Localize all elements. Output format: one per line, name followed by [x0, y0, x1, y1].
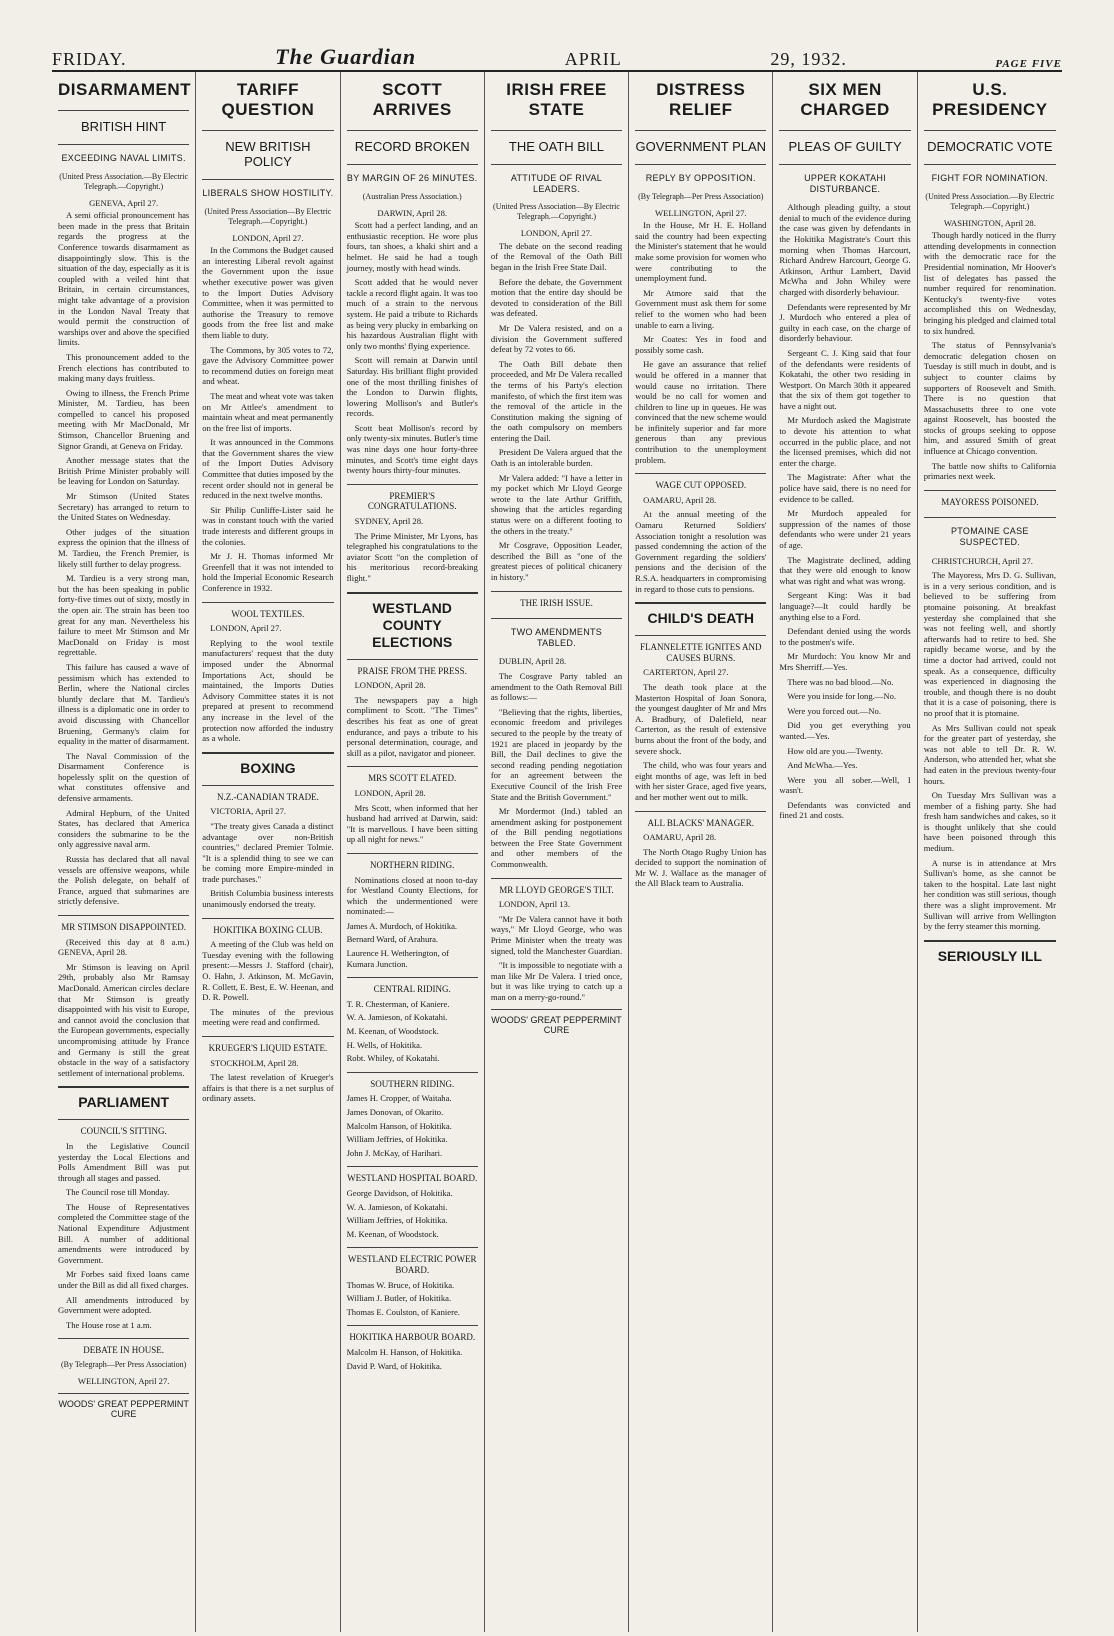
name-entry: William J. Butler, of Hokitika.: [346, 1293, 452, 1304]
paragraph: Before the debate, the Government motion that the entire day should be devoted to consideration of the Bill was defeated.: [490, 276, 623, 319]
headline: SERIOUSLY ILL: [924, 940, 1056, 965]
paragraph: Defendants was convicted and fined 21 and costs.: [779, 799, 911, 821]
paragraph: Sergeant C. J. King said that four of the defendants were residents of Kokatahi, the other two residing in Westport. On March 30th it appeared that the six of them got together to have a night out.: [779, 347, 911, 411]
paragraph: The latest revelation of Krueger's affairs is that there is a net surplus of ordinary assets.: [202, 1072, 334, 1104]
headline: BOXING: [202, 752, 333, 777]
subheading: WESTLAND HOSPITAL BOARD.: [347, 1166, 478, 1184]
paragraph: At the annual meeting of the Oamaru Returned Soldiers' Association tonight a resolution was passed condemning the action of the Government regarding the soldiers' pensions and the decision of the R.S.A. headquarters in compromising in regard to those cuts to pensions.: [635, 509, 767, 594]
press-credit: (United Press Association.—By Electric Telegraph.—Copyright.): [59, 171, 189, 191]
deck: ATTITUDE OF RIVAL LEADERS.: [491, 164, 622, 194]
article-column: [773, 72, 917, 1632]
paragraph: Mr Cosgrave, Opposition Leader, described the Bill as "one of the greatest pieces of political chicanery in history.": [490, 540, 623, 582]
headline: TARIFF QUESTION: [221, 80, 315, 119]
paragraph: OAMARU, April 28.: [643, 494, 717, 505]
name-entry: James Donovan, of Okarito.: [346, 1107, 444, 1117]
name-entry: Laurence H. Wetherington, of Kumara Junction.: [346, 948, 450, 969]
name-entry: John J. McKay, of Harihari.: [346, 1147, 443, 1158]
deck: TWO AMENDMENTS TABLED.: [491, 618, 622, 648]
subheading: THE IRISH ISSUE.: [491, 591, 622, 609]
paragraph: LONDON, April 28.: [354, 680, 426, 691]
name-entry: Bernard Ward, of Arahura.: [346, 934, 439, 945]
subheading: MRS SCOTT ELATED.: [347, 766, 478, 784]
masthead-paper-title: The Guardian: [275, 44, 417, 69]
paragraph: Defendant denied using the words to the postmen's wife.: [779, 626, 911, 647]
paragraph: SYDNEY, April 28.: [354, 516, 424, 527]
name-entry: James H. Cropper, of Waitaha.: [346, 1093, 452, 1104]
name-entry: Thomas W. Bruce, of Hokitika.: [346, 1279, 455, 1290]
masthead: [52, 40, 1062, 72]
paragraph: Nominations closed at noon to-day for Westland County Elections, for which the undermentioned were nominated:—: [346, 874, 478, 917]
names-block: [347, 921, 478, 969]
paragraph: The child, who was four years and eight months of age, was left in bed with her sister Grace, aged five years, and her mother went out to milk.: [635, 760, 767, 802]
paragraphs-block: [202, 623, 333, 744]
paragraph: The battle now shifts to California primaries next week.: [923, 460, 1056, 482]
subheading: WESTLAND ELECTRIC POWER BOARD.: [347, 1247, 478, 1275]
paragraph: Mr Murdoch: You know Mr and Mrs Sherriff.—Yes.: [779, 651, 911, 672]
dateline: WELLINGTON, April 27.: [655, 207, 747, 218]
paragraphs-block: [779, 202, 910, 821]
paragraph: Mr Murdoch asked the Magistrate to devote his attention to what occurred in the public place, and not the licensed premises, which did not enter the charge.: [779, 415, 911, 468]
paragraph: The Council rose till Monday.: [66, 1187, 170, 1198]
paragraphs-block: [202, 806, 333, 909]
subheading: PLEAS OF GUILTY: [779, 130, 910, 154]
paragraph: Mr J. H. Thomas informed Mr Greenfell that it was not intended to hold the Imperial Economic Research Conference in 1932.: [202, 551, 334, 593]
paragraph: All amendments introduced by Government were adopted.: [58, 1294, 190, 1316]
paragraph: CHRISTCHURCH, April 27.: [931, 555, 1033, 566]
paragraph: This failure has caused a wave of pessimism which has extended to Berlin, where the National circles bluntly declare that M. Tardieu's illness is a diplomatic one in order to avoid discussing with Chancellor Bruening, Germany's claim for equality in the matter of disarmament.: [58, 661, 190, 747]
paragraph: Scott beat Mollison's record by only twenty-six minutes. Butler's time was nine days one hour forty-three minutes, and Scott's time eight days twenty hours thirty-four minutes.: [346, 422, 478, 476]
paragraph: A semi official pronouncement has been made in the press that Britain regards the progress at the Conference towards disarmament as disappointingly slow. This is the situation of the day, especially as it is coupled with a veiled hint that Britain, in certain circumstances, might take advantage of a provision in the London Naval Treaty that would permit the construction of warships over and above the specified limits.: [58, 210, 190, 348]
subheading: NEW BRITISH POLICY: [202, 130, 333, 169]
paragraph: Mr Murdoch appealed for suppression of the names of those defendants who were under 21 years of age.: [779, 508, 911, 550]
headline: U.S. PRESIDENCY: [932, 80, 1048, 119]
subheading: THE OATH BILL: [491, 130, 622, 154]
paragraphs-block: [491, 899, 622, 1002]
paragraph: "Believing that the rights, liberties, economic freedom and privileges secured to the people by the treaty of 1921 are placed in jeopardy by the Bill, the Dail declines to give the second reading pending negotiation for an agreement between the Executive Council of the Irish Free State and the British Government.": [490, 706, 623, 802]
masthead-date: 29, 1932.: [770, 49, 847, 69]
press-credit: (United Press Association.—By Electric Telegraph.—Copyright.): [925, 191, 1055, 211]
paragraph: It was announced in the Commons that the Government shares the view of the Import Duties Advisory Committee that duties imposed by the recent order should not in general be reduced in the next twelve months.: [202, 437, 334, 501]
name-entry: Malcolm H. Hanson, of Hokitika.: [346, 1346, 463, 1357]
paragraph: Mr Stimson (United States Secretary) has arranged to return to the United States on Wednesday.: [58, 491, 190, 523]
article-column: [629, 72, 773, 1632]
dateline: LONDON, April 27.: [520, 228, 593, 239]
paragraph: CARTERTON, April 27.: [643, 667, 729, 678]
paragraphs-block: [202, 1058, 333, 1104]
paragraph: (Received this day at 8 a.m.) GENEVA, April 28.: [58, 936, 190, 958]
paragraph: The minutes of the previous meeting were read and confirmed.: [202, 1006, 334, 1028]
paragraphs-block: [347, 680, 478, 758]
paragraph: LONDON, April 13.: [498, 899, 570, 910]
headline: DISTRESS RELIEF: [656, 80, 746, 119]
paragraph: The Oath Bill debate then proceeded, and Mr De Valera recalled the terms of his Party's election manifesto, of which the first item was the removal of the article in the Constitution making the signing of the oath compulsory on members entering the Dail.: [490, 358, 623, 443]
paragraph: On Tuesday Mrs Sullivan was a member of a fishing party. She had fresh ham sandwiches and cakes, so it is thought unlikely that she could have been poisoned through this medium.: [923, 790, 1056, 854]
paragraph: Were you forced out.—No.: [787, 705, 881, 716]
paragraphs-block: [635, 220, 766, 465]
paragraph: Admiral Hepburn, of the United States, has declared that America considers the submarine to be the only aggressive naval arm.: [58, 807, 190, 850]
paragraph: And McWha.—Yes.: [787, 760, 858, 771]
paragraphs-block: [635, 495, 766, 594]
paragraph: The Mayoress, Mrs D. G. Sullivan, is in a very serious condition, and is believed to be suffering from ptomaine poisoning. At breakfast yesterday she complained that she was not feeling well, and shortly afterwards had to retire to bed. She rapidly became worse, and by the time a doctor had arrived, could not speak. As a consequence, difficulty was experienced in diagnosing the trouble, and though there is no doubt that it is a case of poisoning, there is no proof that it is ptomaine.: [923, 570, 1056, 718]
paragraph: Were you inside for long.—No.: [787, 691, 897, 702]
paragraph: The Magistrate declined, adding that they were old enough to know what was right and what was wrong.: [779, 554, 911, 586]
subheading: N.Z.-CANADIAN TRADE.: [202, 785, 333, 803]
paragraphs-block: [202, 939, 333, 1028]
paragraphs-block: [58, 1141, 189, 1331]
paragraph: The status of Pennsylvania's democratic delegation chosen on Tuesday is still much in doubt, and is subject to counter claims by supporters of Roosevelt and Smith. There is no question that Massachusetts three to one vote against Roosevelt, has boosted the stocks of groups seeking to oppose him, and assured Smith of great influence at Chicago convention.: [923, 340, 1056, 457]
paragraph: The House of Representatives completed the Committee stage of the National Expenditure Adjustment Bill. A number of additional amendments were introduced by Government.: [58, 1201, 190, 1265]
paragraph: The newspapers pay a high compliment to Scott. "The Times" describes his feat as one of great endurance, and pays a tribute to his personal determination, courage, and skill as a pilot, navigator and pioneer.: [346, 694, 478, 758]
names-block: [347, 999, 478, 1064]
paragraph: The Commons, by 305 votes to 72, gave the Advisory Committee power to recommend duties on foreign meat and wheat.: [202, 344, 334, 387]
paragraph: Mr Stimson is leaving on April 29th, probably also Mr Ramsay MacDonald. American circles declare that Mr Stimson is greatly disappointed with his visit to Europe, and cannot avoid the conclusion that the European governments, especially uncompromising attitude by France and Germany is still the great obstacle in the way of a satisfactory settlement of international problems.: [58, 961, 190, 1078]
name-entry: T. R. Chesterman, of Kaniere.: [346, 998, 450, 1009]
deck: LIBERALS SHOW HOSTILITY.: [202, 179, 333, 199]
paragraph: In the Commons the Budget caused an interesting Liberal revolt against the Government upon the issue whether executive power was given to the Import Duties Advisory Committee, when it was permitted to authorise the Treasury to remove goods from the free list and make them liable to duty.: [202, 245, 334, 340]
subheading: MR STIMSON DISAPPOINTED.: [58, 915, 189, 933]
subheading: ALL BLACKS' MANAGER.: [635, 811, 766, 829]
paragraph: DUBLIN, April 28.: [498, 656, 567, 667]
paragraph: As Mrs Sullivan could not speak for the greater part of yesterday, she was not able to tell Dr. R. W. Anderson, who attended her, what she had eaten in the previous twenty-four hours.: [923, 722, 1056, 786]
headline: WESTLAND COUNTY ELECTIONS: [347, 592, 478, 651]
press-credit: (United Press Association—By Electric Telegraph.—Copyright.): [204, 206, 332, 226]
headline: SCOTT ARRIVES: [372, 80, 452, 119]
headline: IRISH FREE STATE: [506, 80, 607, 119]
paragraph: "The treaty gives Canada a distinct advantage over non-British countries," declared Premier Tolmie. "It is a splendid thing to see we can be coming more Empire-minded in trade purchases.": [202, 820, 334, 884]
paragraph: Mr De Valera resisted, and on a division the Government suffered defeat by 72 votes to 66.: [490, 322, 623, 355]
paragraph: A nurse is in attendance at Mrs Sullivan's home, as she cannot be taken to the hospital. Late last night her condition was still serious, though there was a slight improvement. Mr Sullivan will arrive from Wellington by the ferry steamer this morning.: [923, 857, 1056, 932]
names-block: [347, 1280, 478, 1318]
paragraphs-block: [635, 667, 766, 802]
paragraph: The debate on the second reading of the Removal of the Oath Bill began in the Irish Free State Dail.: [490, 240, 623, 272]
name-entry: William Jeffries, of Hokitika.: [346, 1134, 448, 1145]
paragraph: In the House, Mr H. E. Holland said the country had been expecting the Minister's statement that he would make some provision for women who were contributing to the unemployment fund.: [635, 220, 767, 284]
paragraph: The Cosgrave Party tabled an amendment to the Oath Removal Bill as follows:—: [490, 670, 623, 703]
deck: PTOMAINE CASE SUSPECTED.: [924, 517, 1056, 547]
paragraph: Sir Philip Cunliffe-Lister said he was in constant touch with the varied trade interests and different groups in the colonies.: [202, 504, 334, 547]
paragraph: President De Valera argued that the Oath is an intolerable burden.: [490, 447, 623, 469]
paragraph: Mr Atmore said that the Government must ask them for some relief to the women who had been unable to earn a living.: [635, 287, 767, 330]
paragraph: STOCKHOLM, April 28.: [210, 1057, 299, 1068]
names-block: [347, 1188, 478, 1239]
subheading: PREMIER'S CONGRATULATIONS.: [347, 484, 478, 512]
name-entry: Thomas E. Coulston, of Kaniere.: [346, 1306, 460, 1317]
paragraph: Were you all sober.—Well, I wasn't.: [779, 774, 911, 796]
paragraph: Mr Mordermot (Ind.) tabled an amendment asking for postponement of the Bill pending negotiations between the Free State Government and other members of the Commonwealth.: [490, 806, 623, 870]
paragraph: Scott will remain at Darwin until Saturday. His brilliant flight provided one of the most thrilling finishes of the London to Darwin flights, lowering Mollison's and Butler's records.: [346, 355, 478, 419]
paragraph: "Mr De Valera cannot have it both ways," Mr Lloyd George, who was Prime Minister when the treaty was signed, told the Manchester Guardian.: [490, 913, 623, 956]
paragraphs-block: [58, 210, 189, 907]
subheading: FLANNELETTE IGNITES AND CAUSES BURNS.: [635, 635, 766, 663]
article-column: [196, 72, 340, 1632]
paragraph: A meeting of the Club was held on Tuesday evening with the following present:—Messrs J. Stafford (chair), O. Hahn, J. Atkinson, M. McGavin, R. Collett, E. Best, E. W. Heenan, and D. R. Powell.: [202, 939, 334, 1003]
article-column: [918, 72, 1062, 1632]
subheading: PRAISE FROM THE PRESS.: [347, 659, 478, 677]
deck: EXCEEDING NAVAL LIMITS.: [58, 144, 189, 164]
paragraph: Owing to illness, the French Prime Minister, M. Tardieu, has been compelled to cancel his proposed meeting with Mr MacDonald, Mr Stimson, Chancellor Bruening and Signor Grandi, at Geneva on Friday.: [58, 387, 190, 451]
paragraph: Russia has declared that all naval vessels are offensive weapons, while the Polish delegate, on behalf of France, argued that submarines are strictly defensive.: [58, 854, 190, 907]
paragraph: This pronouncement added to the French elections has contributed to making many days fruitless.: [58, 351, 190, 384]
paragraph: The North Otago Rugby Union has decided to support the nomination of Mr W. J. Wallace as the manager of the All Black team to Australia.: [635, 846, 767, 889]
paragraph: How old are you.—Twenty.: [787, 745, 883, 756]
subheading: SOUTHERN RIDING.: [347, 1072, 478, 1090]
name-entry: W. A. Jamieson, of Kokatahi.: [346, 1201, 448, 1212]
paragraph: Mrs Scott, when informed that her husband had arrived at Darwin, said: "It is marvellous. I have been sitting up all night for news.": [346, 802, 478, 845]
subheading: MR LLOYD GEORGE'S TILT.: [491, 878, 622, 896]
name-entry: M. Keenan, of Woodstock.: [346, 1026, 439, 1037]
name-entry: William Jeffries, of Hokitika.: [346, 1215, 448, 1226]
paragraph: The House rose at 1 a.m.: [66, 1319, 152, 1330]
paragraphs-block: [347, 220, 478, 476]
paragraphs-block: [347, 788, 478, 845]
paragraph: He gave an assurance that relief would be offered in a manner that would cause no irritation. There would be no call for women and children to line up in queues. He was convinced that the new scheme would be infinitely superior and far more generous than any previous contribution to the unemployment problem.: [635, 359, 767, 465]
paragraph: The meat and wheat vote was taken on Mr Attlee's amendment to maintain wheat and meat permanently on the free list of imports.: [202, 390, 334, 433]
masthead-day: FRIDAY.: [52, 49, 127, 69]
paragraph: Did you get everything you wanted.—Yes.: [779, 720, 911, 741]
paragraph: OAMARU, April 28.: [643, 832, 717, 843]
paragraph: Mr Forbes said fixed loans came under the Bill as did all fixed charges.: [58, 1269, 190, 1291]
paragraphs-block: [635, 832, 766, 889]
paragraph: Although pleading guilty, a stout denial to much of the evidence during the case was given by defendants in the Hokitika Magistrate's Court this morning when Thomas Harcourt, Richard Andrew Harcourt, George G. Atkinson, Arthur Lambert, David McWha and John Whiley were charged with disorderly behaviour.: [779, 202, 911, 297]
press-credit: (Australian Press Association.): [362, 191, 462, 201]
press-credit: (By Telegraph—Per Press Association): [638, 191, 764, 201]
dateline: WELLINGTON, April 27.: [77, 1376, 170, 1386]
name-entry: W. A. Jamieson, of Kokatahi.: [346, 1012, 448, 1023]
paragraph: Scott added that he would never tackle a record flight again. It was too much of a strain to the nervous system. He paid a tribute to Richards as being very plucky in embarking on his hazardous Australian flight with only two months' flying experience.: [346, 277, 478, 351]
paragraph: There was no bad blood.—No.: [787, 676, 894, 687]
paragraph: Replying to the wool textile manufacturers' request that the duty imposed under the Abnormal Importations Act, should be maintained, the Imports Duties Advisory Committee states it is not prepared at present to recommend any increase in the level of the protection now afforded the industry as a whole.: [202, 637, 334, 744]
headline: CHILD'S DEATH: [635, 602, 766, 627]
masthead-month: APRIL: [564, 49, 622, 69]
name-entry: H. Wells, of Hokitika.: [346, 1039, 423, 1050]
name-entry: M. Keenan, of Woodstock.: [346, 1228, 439, 1239]
subheading: DEBATE IN HOUSE.: [58, 1338, 189, 1356]
name-entry: James A. Murdoch, of Hokitika.: [346, 920, 458, 931]
deck: BY MARGIN OF 26 MINUTES.: [347, 164, 478, 184]
subheading: KRUEGER'S LIQUID ESTATE.: [202, 1036, 333, 1054]
subheading: BRITISH HINT: [58, 110, 189, 134]
headline: PARLIAMENT: [58, 1086, 189, 1111]
paragraph: Mr Valera added: "I have a letter in my pocket which Mr Lloyd George wrote to the late Arthur Griffith, showing that the articles regarding status were on a different footing to the others in the treaty.": [490, 472, 623, 536]
dateline: DARWIN, April 28.: [377, 207, 448, 218]
subheading: GOVERNMENT PLAN: [635, 130, 766, 154]
article-column: [52, 72, 196, 1632]
name-entry: Malcolm Hanson, of Hokitika.: [346, 1120, 452, 1131]
names-block: [347, 1347, 478, 1371]
paragraph: LONDON, April 28.: [354, 787, 426, 798]
paragraphs-block: [58, 937, 189, 1079]
dateline: GENEVA, April 27.: [89, 197, 159, 208]
name-entry: Robt. Whiley, of Kokatahi.: [346, 1053, 440, 1064]
advertisement: WOODS' GREAT PEPPERMINT CURE: [58, 1393, 189, 1420]
paragraph: LONDON, April 27.: [210, 623, 282, 634]
advertisement: WOODS' GREAT PEPPERMINT CURE: [491, 1009, 622, 1036]
subheading: COUNCIL'S SITTING.: [58, 1119, 189, 1137]
paragraph: Mr Coates: Yes in food and possibly some cash.: [635, 334, 767, 355]
subheading: HOKITIKA HARBOUR BOARD.: [347, 1325, 478, 1343]
paragraph: Scott had a perfect landing, and an enthusiastic reception. He wore plus fours, tan shoes, a khaki shirt and a helmet. He said he had a tough journey, mostly with head winds.: [346, 220, 478, 273]
paragraph: VICTORIA, April 27.: [210, 806, 287, 817]
headline: DISARMAMENT: [58, 80, 191, 99]
dateline: WASHINGTON, April 28.: [943, 217, 1036, 228]
press-credit: (United Press Association—By Electric Telegraph.—Copyright.): [493, 202, 620, 222]
columns: [52, 72, 1062, 1632]
paragraph: The Prime Minister, Mr Lyons, has telegraphed his congratulations to the aviator Scott "on the completion of his meritorious record-breaking flight.": [346, 530, 478, 583]
dateline: LONDON, April 27.: [232, 232, 304, 243]
deck: REPLY BY OPPOSITION.: [635, 164, 766, 184]
paragraph: British Columbia business interests unanimously endorsed the treaty.: [202, 888, 334, 910]
subheading: NORTHERN RIDING.: [347, 853, 478, 871]
deck: UPPER KOKATAHI DISTURBANCE.: [779, 164, 910, 194]
article-column: [485, 72, 629, 1632]
names-block: [347, 1093, 478, 1158]
paragraph: Another message states that the British Prime Minister probably will be leaving for London on Saturday.: [58, 455, 190, 487]
paragraph: Defendants were represented by Mr J. Murdoch who entered a plea of guilty in each case, on the charge of disorderly behaviour.: [779, 301, 911, 344]
subheading: MAYORESS POISONED.: [924, 490, 1056, 508]
paragraphs-block: [924, 556, 1056, 932]
paragraphs-block: [347, 875, 478, 917]
subheading: WOOL TEXTILES.: [202, 602, 333, 620]
paragraph: The Magistrate: After what the police have said, there is no need for evidence to be called.: [779, 472, 911, 504]
deck: FIGHT FOR NOMINATION.: [924, 164, 1056, 184]
paragraph: Other judges of the situation express the opinion that the illness of M. Tardieu, the French Premier, is likely still further to delay progress.: [58, 526, 190, 569]
paragraph: The Naval Commission of the Disarmament Conference is hopelessly split on the question of what constitutes offensive and defensive armaments.: [58, 750, 190, 804]
paragraphs-block: [202, 245, 333, 593]
paragraph: Sergeant King: Was it bad language?—It could hardly be anything else to a Ford.: [779, 590, 911, 622]
paragraph: The death took place at the Masterton Hospital of Joan Sonora, the youngest daughter of Mr and Mrs A. Bradbury, of Dalefield, near Carterton, as the result of extensive burns about the front of the body, and severe shock.: [635, 681, 767, 756]
paragraph: Though hardly noticed in the flurry attending developments in connection with the democratic race for the Presidential nomination, Mr Hoover's list of delegates has passed the number required for renomination. Kentucky's twenty-five votes accomplished this on Wednesday, bringing his pledged and claimed total to six hundred.: [923, 230, 1056, 336]
subheading: DEMOCRATIC VOTE: [924, 130, 1056, 154]
masthead-page-number: PAGE FIVE: [995, 58, 1062, 70]
name-entry: George Davidson, of Hokitika.: [346, 1187, 453, 1198]
paragraphs-block: [491, 656, 622, 869]
paragraphs-block: [491, 241, 622, 583]
subheading: WAGE CUT OPPOSED.: [635, 473, 766, 491]
press-credit: (By Telegraph—Per Press Association): [61, 1360, 187, 1369]
paragraphs-block: [924, 230, 1056, 482]
headline: SIX MEN CHARGED: [800, 80, 890, 119]
subheading: RECORD BROKEN: [347, 130, 478, 154]
subheading: HOKITIKA BOXING CLUB.: [202, 918, 333, 936]
name-entry: David P. Ward, of Hokitika.: [346, 1360, 442, 1371]
article-column: [341, 72, 485, 1632]
paragraphs-block: [347, 516, 478, 584]
paragraph: M. Tardieu is a very strong man, but the has been speaking in public forty-five times out of sixty, mostly in the open air. The strain has been too great for any man. Nevertheless his failure to meet Mr Stimson and Mr MacDonald on Friday is most regrettable.: [58, 573, 190, 658]
paragraph: "It is impossible to negotiate with a man like Mr De Valera. I tried once, but it was like trying to catch up a man on a merry-go-round.": [490, 960, 623, 1002]
subheading: CENTRAL RIDING.: [347, 977, 478, 995]
paragraph: In the Legislative Council yesterday the Local Elections and Polls Amendment Bill was put through all stages and passed.: [58, 1140, 190, 1183]
